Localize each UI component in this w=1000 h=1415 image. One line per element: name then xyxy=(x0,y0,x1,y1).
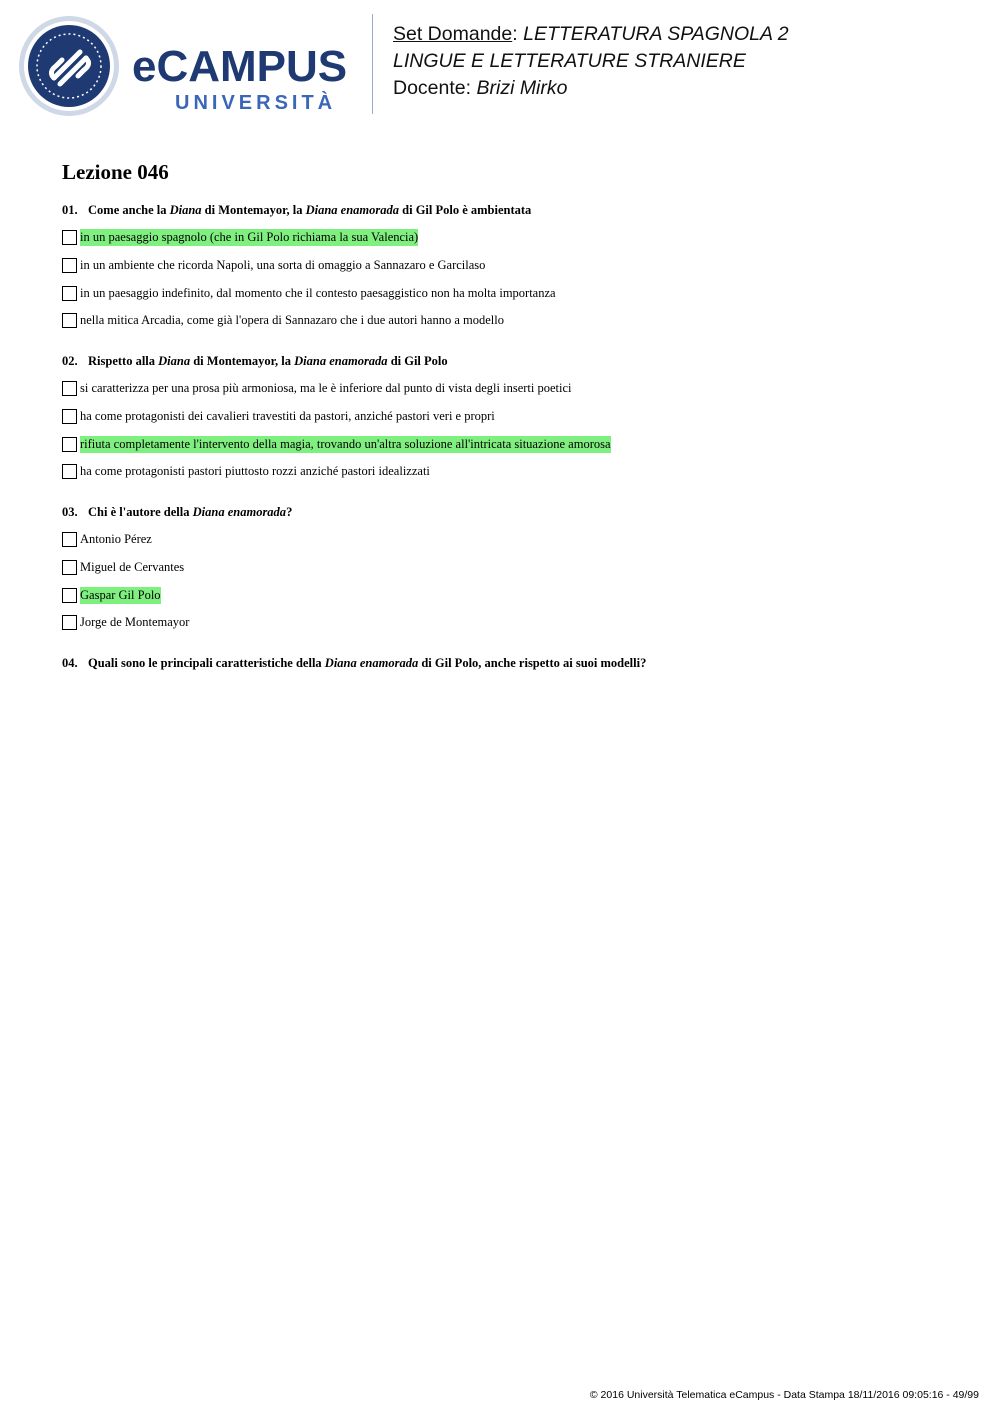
teacher-label: Docente: xyxy=(393,77,472,99)
checkbox[interactable] xyxy=(62,409,77,424)
question-title-ref: Diana enamorada xyxy=(324,656,419,670)
answer-option[interactable] xyxy=(62,463,430,480)
question-text: Rispetto alla xyxy=(88,354,159,368)
logo-text: eCAMPUS xyxy=(132,42,348,91)
question-number: 01. xyxy=(62,203,78,217)
answer-text-correct: rifiuta completamente l'intervento della magia, trovando un'altra soluzione all'intricata situazione amorosa xyxy=(80,437,611,451)
question-text: ? xyxy=(286,505,293,519)
answer-option[interactable] xyxy=(62,559,184,576)
page-footer: © 2016 Università Telematica eCampus - Data Stampa 18/11/2016 09:05:16 - 49/99 xyxy=(589,1389,979,1401)
teacher-name: Brizi Mirko xyxy=(476,77,568,99)
answer-text-correct: Gaspar Gil Polo xyxy=(80,588,161,602)
checkbox[interactable] xyxy=(62,560,77,575)
question-title-ref: Diana enamorada xyxy=(192,505,287,519)
checkbox[interactable] xyxy=(62,532,77,547)
question-title-ref: Diana enamorada xyxy=(294,354,388,368)
checkbox[interactable] xyxy=(62,437,77,452)
question-text: Quali sono le principali caratteristiche della xyxy=(88,656,325,670)
answer-text: si caratterizza per una prosa più armoniosa, ma le è inferiore dal punto di vista degli inserti poetici xyxy=(80,381,572,395)
set-line: Set Domande: LETTERATURA SPAGNOLA 2 xyxy=(393,23,789,45)
question-title-ref: Diana enamorada xyxy=(305,203,400,217)
answer-option[interactable] xyxy=(62,436,611,453)
question-number: 03. xyxy=(62,505,78,519)
checkbox[interactable] xyxy=(62,464,77,479)
header-divider xyxy=(372,14,373,114)
question-text: Chi è l'autore della xyxy=(88,505,193,519)
ecampus-logo xyxy=(14,14,364,118)
question-number: 02. xyxy=(62,354,78,368)
answer-option[interactable] xyxy=(62,531,152,548)
checkbox[interactable] xyxy=(62,588,77,603)
lesson-title: Lezione 046 xyxy=(62,160,169,184)
course-name: LETTERATURA SPAGNOLA 2 xyxy=(523,23,789,45)
question-title-ref: Diana xyxy=(169,203,202,217)
answer-text: Miguel de Cervantes xyxy=(80,560,185,574)
answer-text: Jorge de Montemayor xyxy=(80,615,190,629)
checkbox[interactable] xyxy=(62,615,77,630)
answer-text: in un ambiente che ricorda Napoli, una sorta di omaggio a Sannazaro e Garcilaso xyxy=(80,258,486,272)
answer-text: ha come protagonisti pastori piuttosto rozzi anziché pastori idealizzati xyxy=(80,464,430,478)
answer-option[interactable] xyxy=(62,229,418,246)
question-03 xyxy=(62,505,292,520)
question-text: di Montemayor, la xyxy=(190,354,295,368)
question-text: di Gil Polo, anche rispetto ai suoi modelli? xyxy=(418,656,647,670)
checkbox[interactable] xyxy=(62,286,77,301)
question-text: di Gil Polo xyxy=(387,354,448,368)
answer-option[interactable] xyxy=(62,380,572,397)
checkbox[interactable] xyxy=(62,258,77,273)
answer-text: nella mitica Arcadia, come già l'opera di Sannazaro che i due autori hanno a modello xyxy=(80,313,504,327)
question-text: Come anche la xyxy=(88,203,170,217)
answer-option[interactable] xyxy=(62,257,485,274)
answer-text: ha come protagonisti dei cavalieri travestiti da pastori, anziché pastori veri e propri xyxy=(80,409,495,423)
question-text: di Montemayor, la xyxy=(201,203,306,217)
question-02 xyxy=(62,354,448,369)
logo-subtext: UNIVERSITÀ xyxy=(175,92,337,114)
answer-option[interactable] xyxy=(62,312,504,329)
checkbox[interactable] xyxy=(62,381,77,396)
answer-option[interactable] xyxy=(62,408,495,425)
answer-text: Antonio Pérez xyxy=(80,532,152,546)
teacher-line xyxy=(393,75,789,102)
question-title-ref: Diana xyxy=(158,354,191,368)
page-header xyxy=(0,0,1000,130)
answer-option[interactable] xyxy=(62,285,556,302)
question-01 xyxy=(62,203,531,218)
answer-text-correct: in un paesaggio spagnolo (che in Gil Polo richiama la sua Valencia) xyxy=(80,230,419,244)
set-label: Set Domande xyxy=(393,23,513,45)
answer-option[interactable] xyxy=(62,614,189,631)
question-number: 04. xyxy=(62,656,78,670)
answer-option[interactable] xyxy=(62,587,161,604)
program-name: LINGUE E LETTERATURE STRANIERE xyxy=(393,50,746,72)
question-04 xyxy=(62,656,646,671)
course-info xyxy=(393,21,789,102)
answer-text: in un paesaggio indefinito, dal momento che il contesto paesaggistico non ha molta importanza xyxy=(80,286,556,300)
checkbox[interactable] xyxy=(62,313,77,328)
question-text: di Gil Polo è ambientata xyxy=(399,203,532,217)
checkbox[interactable] xyxy=(62,230,77,245)
